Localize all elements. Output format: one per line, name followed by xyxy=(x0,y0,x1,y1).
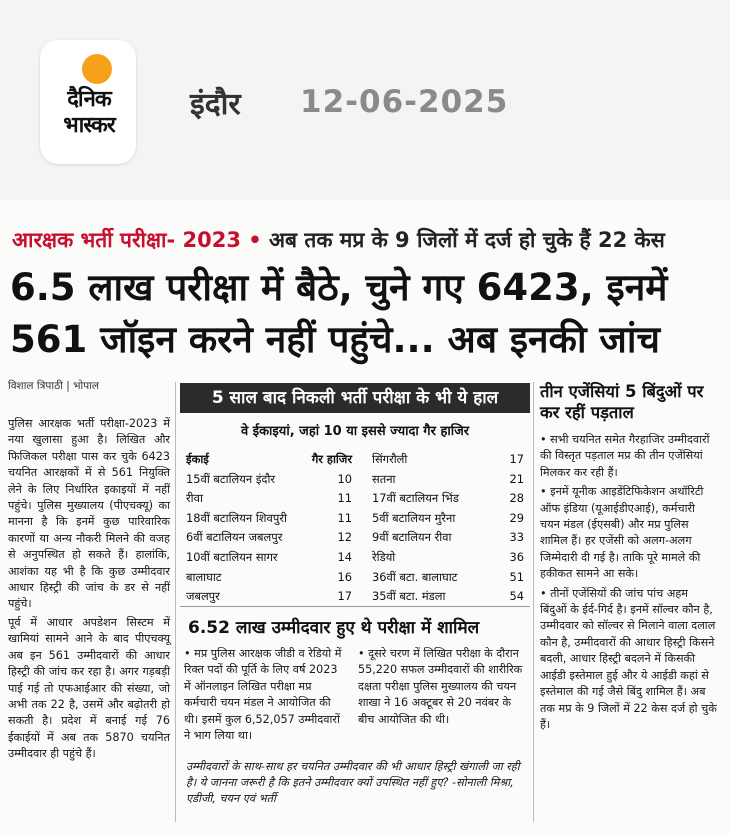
table-row: 10वीं बटालियन सागर 14 xyxy=(186,549,352,564)
table-row: 5वीं बटालियन मुरैना 29 xyxy=(372,510,524,525)
agencies-point: • तीनों एजेंसियों की जांच पांच अहम बिंदुओं के ईर्द-गिर्द है। इनमें सॉल्वर कौन है, उम्मीदवार को सॉल्वर से मिलाने वाला दलाल कौन है, उम्मीदवारों की आधार हिस्ट्री किसने बदली, आधार हिस्ट्री बदलने में किसकी आईडी इस्तेमाल हुई और ये आईडी कहां से इस्तेमाल की गई जैसे बिंदु शामिल हैं। अब तक मप्र के 9 जिलों में 22 केस दर्ज हो चुके हैं। xyxy=(540,586,717,731)
column-divider xyxy=(533,382,534,822)
story-paragraph: पुलिस आरक्षक भर्ती परीक्षा-2023 में नया खुलासा हुआ है। लिखित और फिजिकल परीक्षा पास कर चुके 6423 चयनित आरक्षकों में से 561 नियुक्ति लेने के लिए निर्धारित इकाइयों में नहीं पहुंचे। पुलिस मुख्यालय (पीएचक्यू) का मानना है कि इनमें कुछ पारिवारिक कारणों या अन्य नौकरी मिलने की वजह से अनुपस्थित हो सकते हैं। हालांकि, आशंका यह भी है कि कुछ उम्मीदवार आधार हिस्ट्री की जांच के डर से नहीं पहुंचे। xyxy=(8,417,170,611)
newspaper-logo[interactable] xyxy=(40,40,136,164)
byline: विशाल त्रिपाठी | भोपाल xyxy=(8,380,100,392)
official-quote: उम्मीदवारों के साथ-साथ हर चयनित उम्मीदवार की भी आधार हिस्ट्री खंगाली जा रही है। ये जानना जरूरी है कि इतने उम्मीदवार क्यों उपस्थित नहीं हुए? -सोनाली मिश्रा, एडीजी, चयन एवं भर्ती xyxy=(186,760,520,805)
headline: 6.5 लाख परीक्षा में बैठे, चुने गए 6423, इनमें 561 जॉइन करने नहीं पहुंचे... अब इनकी जांच xyxy=(10,266,668,361)
table-row: 15वीं बटालियन इंदौर 10 xyxy=(186,471,352,486)
table-row: 35वीं बटा. मंडला 54 xyxy=(372,589,524,604)
col-absent-header: गैर हाजिर xyxy=(311,452,352,466)
table-row: सतना 21 xyxy=(372,471,524,486)
table-row: जबलपुर 17 xyxy=(186,589,352,604)
agencies-point: • सभी चयनित समेत गैरहाजिर उम्मीदवारों की विस्तृत पड़ताल मप्र की तीन एजेंसियां मिलकर कर रही हैं। xyxy=(540,433,710,479)
column-divider xyxy=(175,382,176,822)
table-row: 6वीं बटालियन जबलपुर 12 xyxy=(186,530,352,545)
table-box-subtitle: वे ईकाइयां, जहां 10 या इससे ज्यादा गैर हाजिर xyxy=(240,424,470,439)
table-row: 17वीं बटालियन भिंड 28 xyxy=(372,491,524,506)
candidates-column-2: • दूसरे चरण में लिखित परीक्षा के दौरान 55,220 सफल उम्मीदवारों की शारीरिक दक्षता परीक्षा पुलिस मुख्यालय की चयन शाखा ने 16 अक्टूबर से 20 नवंबर के बीच आयोजित की थी। xyxy=(358,647,523,726)
col-unit-header: ईकाई xyxy=(186,452,209,466)
edition-city: इंदौर xyxy=(190,87,241,122)
brand-line-2: भास्कर xyxy=(63,113,115,138)
table-row: रीवा 11 xyxy=(186,491,352,506)
kicker xyxy=(12,226,665,254)
story-paragraph: पूर्व में आधार अपडेशन सिस्टम में खामियां सामने आने के बाद पीएचक्यू अब इन 561 उम्मीदवारों की आधार हिस्ट्री की जांच कर रहा है। अगर गड़बड़ी पाई गई तो एफआईआर की संख्या, जो अभी तक 22 है, उसमें और बढ़ोतरी हो सकती है। प्रदेश में बनाई गई 76 ईकाईयों में अब तक 5870 चयनित उम्मीदवार ही पहुंचे हैं। xyxy=(8,615,170,761)
kicker-topic: आरक्षक भर्ती परीक्षा- 2023 • xyxy=(12,228,262,252)
candidates-box-title: 6.52 लाख उम्मीदवार हुए थे परीक्षा में शामिल xyxy=(188,618,480,638)
brand-line-1: दैनिक xyxy=(67,87,111,112)
header-bar xyxy=(0,0,730,188)
story-column-1 xyxy=(8,416,170,765)
sun-icon xyxy=(82,54,112,84)
candidates-column-1: • मप्र पुलिस आरक्षक जीडी व रेडियो में रिक्त पदों की पूर्ति के लिए वर्ष 2023 में ऑनलाइन लिखित परीक्षा मप्र कर्मचारी चयन मंडल ने आयोजित की थी। इसमें कुल 6,52,057 उम्मीदवारों ने भाग लिया था। xyxy=(184,647,342,743)
table-row: सिंगरौली 17 xyxy=(372,452,524,466)
table-box-title: 5 साल बाद निकली भर्ती परीक्षा के भी ये हाल xyxy=(180,383,530,413)
agencies-point: • इनमें यूनीक आइडेंटिफिकेशन अथॉरिटी ऑफ इंडिया (यूआईडीएआई), कर्मचारी चयन मंडल (ईएसबी) और मप्र पुलिस शामिल हैं। हर एजेंसी को अलग-अलग जिम्मेदारी दी गई है। ताकि पूरे मामले की हकीकत सामने आ सके। xyxy=(540,485,704,581)
table-row: 9वीं बटालियन रीवा 33 xyxy=(372,530,524,545)
table-row: रेडियो 36 xyxy=(372,549,524,564)
absence-table-right xyxy=(372,450,524,607)
kicker-detail: अब तक मप्र के 9 जिलों में दर्ज हो चुके हैं 22 केस xyxy=(269,228,665,252)
absence-table-left xyxy=(186,450,352,607)
candidates-box xyxy=(180,606,530,647)
edition-date: 12-06-2025 xyxy=(300,84,509,120)
table-row: 36वीं बटा. बालाघाट 51 xyxy=(372,569,524,584)
agencies-column xyxy=(540,432,718,736)
table-row: 18वीं बटालियन शिवपुरी 11 xyxy=(186,510,352,525)
agencies-title: तीन एजेंसियां 5 बिंदुओं पर कर रहीं पड़ताल xyxy=(540,382,704,422)
table-header xyxy=(186,450,352,470)
table-row: बालाघाट 16 xyxy=(186,569,352,584)
